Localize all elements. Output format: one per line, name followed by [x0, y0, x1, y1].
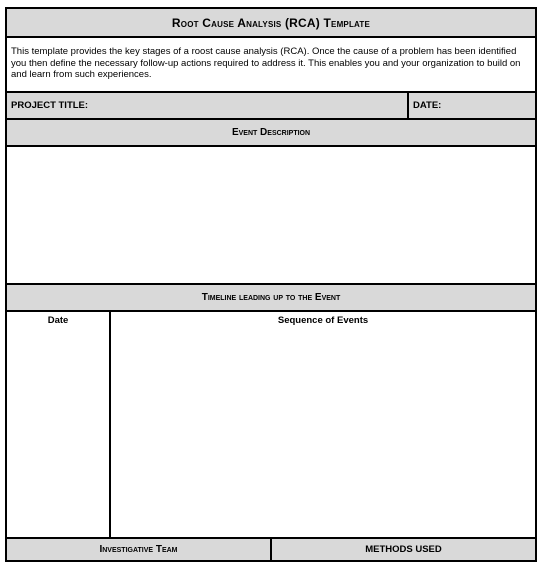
date-field[interactable] — [409, 93, 535, 118]
form-title-bar — [7, 9, 535, 36]
timeline-heading: Timeline leading up to the Event — [201, 292, 341, 303]
intro-section — [7, 36, 535, 91]
project-title-label: PROJECT TITLE: — [11, 100, 89, 111]
intro-text: This template provides the key stages of a roost cause analysis (RCA). Once the cause of a problem has been identified you then define the necessary follow-up actions required to address it. This enables you and your organization to build on and learn from such experiences. — [11, 46, 521, 80]
timeline-date-column[interactable] — [7, 312, 111, 537]
project-row — [7, 91, 535, 118]
timeline-header — [7, 283, 535, 310]
investigative-team-cell[interactable] — [7, 539, 272, 560]
event-description-heading: Event Description — [231, 127, 311, 138]
investigative-team-label: Investigative Team — [99, 544, 178, 555]
project-title-field[interactable] — [7, 93, 409, 118]
methods-used-label: METHODS USED — [365, 544, 442, 555]
date-column-header: Date — [47, 315, 69, 326]
date-label: DATE: — [413, 100, 442, 111]
event-description-header — [7, 118, 535, 145]
sequence-column-header: Sequence of Events — [277, 315, 369, 326]
rca-form — [5, 7, 537, 562]
timeline-sequence-column[interactable] — [111, 312, 535, 537]
form-title: Root Cause Analysis (RCA) Template — [171, 15, 371, 30]
event-description-area[interactable] — [7, 145, 535, 283]
methods-used-cell[interactable] — [272, 539, 535, 560]
footer-row — [7, 537, 535, 560]
timeline-table — [7, 310, 535, 537]
